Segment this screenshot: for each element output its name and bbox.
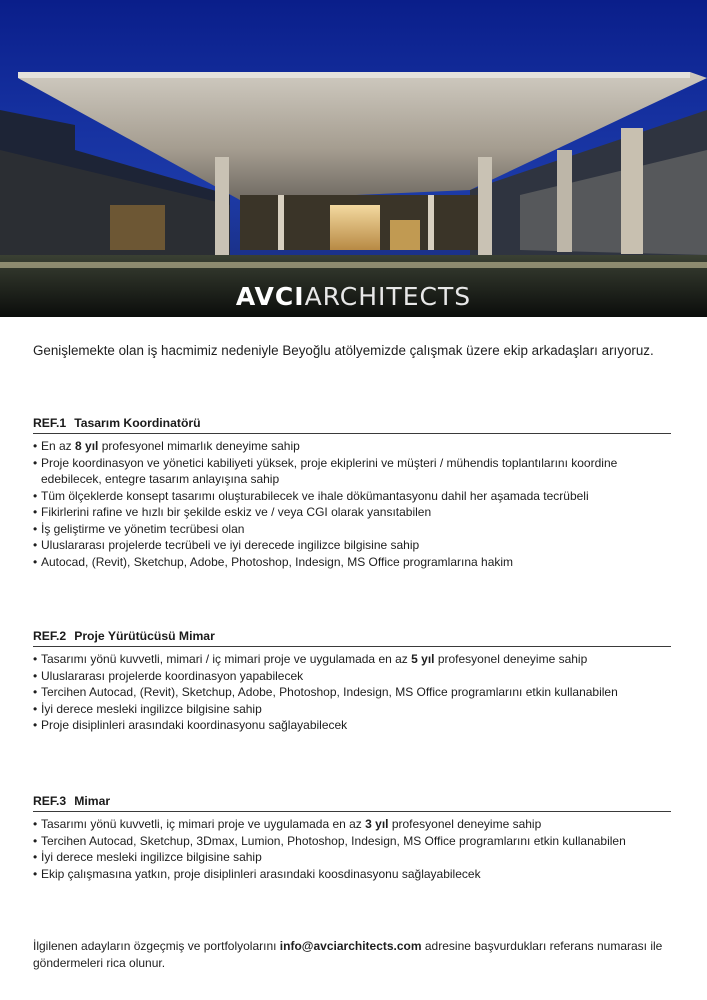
section-ref3 <box>33 794 671 882</box>
contact-email[interactable]: info@avciarchitects.com <box>279 939 422 953</box>
section-ref: REF.3 <box>33 794 67 808</box>
list-item: • Uluslararası projelerde tecrübeli ve iyi derecede ingilizce bilgisine sahip <box>33 537 671 554</box>
requirement-list <box>33 651 671 734</box>
list-item: • Fikirlerini rafine ve hızlı bir şekilde eskiz ve / veya CGI olarak yansıtabilen <box>33 504 671 521</box>
list-item: • İş geliştirme ve yönetim tecrübesi olan <box>33 521 671 538</box>
list-item: • İyi derece mesleki ingilizce bilgisine sahip <box>33 849 671 866</box>
section-ref: REF.1 <box>33 416 67 430</box>
brand-part2: ARCHITECTS <box>304 282 472 311</box>
section-ref1 <box>33 416 671 570</box>
requirement-list <box>33 816 671 882</box>
section-heading <box>33 629 671 647</box>
list-item: • Proje koordinasyon ve yönetici kabiliyeti yüksek, proje ekiplerini ve müşteri / mühendis toplantılarını koordine edebilecek, entegre tasarım anlayışına sahip <box>33 455 671 488</box>
list-item: • En az 8 yıl profesyonel mimarlık deneyime sahip <box>33 438 671 455</box>
list-item: • Tasarımı yönü kuvvetli, mimari / iç mimari proje ve uygulamada en az 5 yıl profesyonel deneyime sahip <box>33 651 671 668</box>
list-item: • Ekip çalışmasına yatkın, proje disiplinleri arasındaki koosdinasyonu sağlayabilecek <box>33 866 671 883</box>
section-title: Tasarım Koordinatörü <box>74 416 201 430</box>
list-item: • Tasarımı yönü kuvvetli, iç mimari proje ve uygulamada en az 3 yıl profesyonel deneyime sahip <box>33 816 671 833</box>
list-item: • İyi derece mesleki ingilizce bilgisine sahip <box>33 701 671 718</box>
section-ref2 <box>33 629 671 734</box>
list-item: • Tüm ölçeklerde konsept tasarımı oluşturabilecek ve ihale dökümantasyonu dahil her aşamada tecrübeli <box>33 488 671 505</box>
brand-part1: AVCI <box>235 282 305 311</box>
section-title: Proje Yürütücüsü Mimar <box>74 629 215 643</box>
list-item: • Tercihen Autocad, (Revit), Sketchup, Adobe, Photoshop, Indesign, MS Office programlarını etkin kullanabilen <box>33 684 671 701</box>
list-item: • Uluslararası projelerde koordinasyon yapabilecek <box>33 668 671 685</box>
list-item: • Autocad, (Revit), Sketchup, Adobe, Photoshop, Indesign, MS Office programlarına hakim <box>33 554 671 571</box>
section-title: Mimar <box>74 794 111 808</box>
section-ref: REF.2 <box>33 629 67 643</box>
application-note: İlgilenen adayların özgeçmiş ve portfolyolarını info@avciarchitects.com adresine başvurdukları referans numarası ile göndermeleri rica olunur. <box>33 939 663 970</box>
section-heading <box>33 794 671 812</box>
brand-logo <box>0 282 707 311</box>
hero-photo <box>0 0 707 317</box>
intro-text: Genişlemekte olan iş hacmimiz nedeniyle Beyoğlu atölyemizde çalışmak üzere ekip arkadaşları arıyoruz. <box>33 343 654 358</box>
building-illustration <box>0 0 707 317</box>
requirement-list <box>33 438 671 570</box>
section-heading <box>33 416 671 434</box>
list-item: • Tercihen Autocad, Sketchup, 3Dmax, Lumion, Photoshop, Indesign, MS Office programlarını etkin kullanabilen <box>33 833 671 850</box>
list-item: • Proje disiplinleri arasındaki koordinasyonu sağlayabilecek <box>33 717 671 734</box>
